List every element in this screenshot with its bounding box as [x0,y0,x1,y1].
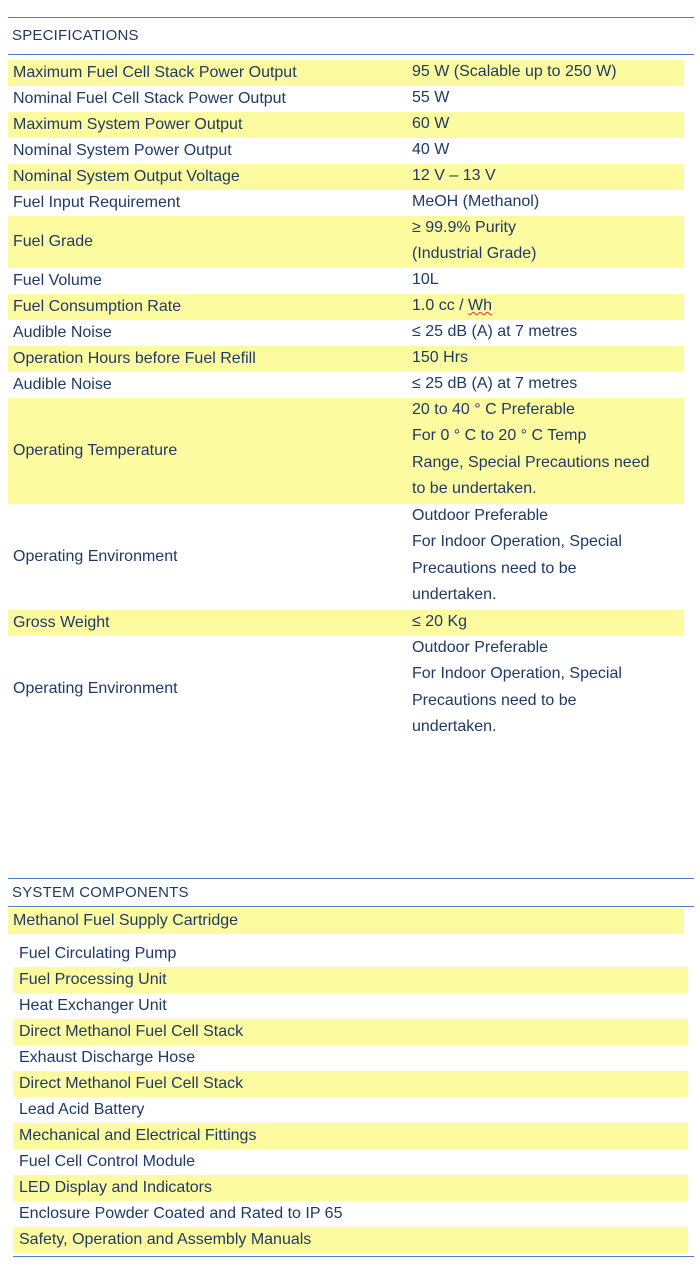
spec-label: Operating Temperature [13,442,178,459]
spec-row [8,190,684,216]
spec-value-line: 55 W [412,89,450,106]
component-label: Lead Acid Battery [19,1101,145,1118]
spec-value-line: ≤ 25 dB (A) at 7 metres [412,375,578,392]
spec-label: Operating Environment [13,680,178,697]
spec-value [412,267,439,293]
spec-value-line: Precautions need to be [412,559,577,577]
spec-label: Audible Noise [13,376,112,393]
spec-value-line: undertaken. [412,718,497,736]
spec-value [412,85,449,111]
components-heading-rule [8,906,694,907]
spec-row [8,346,684,372]
spec-value-line: MeOH (Methanol) [412,193,540,210]
components-top-rule [8,878,694,879]
spec-value-line: Precautions need to be [412,691,577,709]
spec-top-rule [8,17,694,18]
spec-value-line: 12 V – 13 V [412,167,496,184]
spec-row [8,398,684,504]
component-row [13,1175,688,1201]
component-label: LED Display and Indicators [19,1179,212,1196]
spec-value-line: For 0 ° C to 20 ° C Temp [412,427,587,445]
spec-value [412,137,449,163]
component-row [13,1019,688,1045]
components-bottom-rule [13,1256,694,1257]
component-row [13,1149,688,1175]
spec-heading-rule [8,54,694,55]
spec-value-line: 20 to 40 ° C Preferable [412,401,575,418]
spec-row [8,164,684,190]
spec-label: Nominal System Output Voltage [13,168,240,185]
spec-label: Fuel Input Requirement [13,194,181,211]
spec-value-line: 40 W [412,141,450,158]
spec-label: Nominal System Power Output [13,142,232,159]
spec-value-line: undertaken. [412,586,497,604]
spec-value [412,503,622,609]
spec-value-line: Range, Special Precautions need [412,453,650,471]
spec-value-line: (Industrial Grade) [412,245,537,263]
spec-value [412,397,650,503]
spec-value-line: 1.0 cc / Wh [412,297,493,314]
component-label: Safety, Operation and Assembly Manuals [19,1231,312,1248]
spec-row [8,636,684,742]
spec-row [8,86,684,112]
component-row [13,1097,688,1123]
spec-value [412,371,577,397]
spec-value-line: For Indoor Operation, Special [412,665,622,683]
component-label: Direct Methanol Fuel Cell Stack [19,1023,244,1040]
spec-heading: SPECIFICATIONS [12,27,139,44]
spec-value [412,293,492,319]
component-label: Enclosure Powder Coated and Rated to IP 65 [19,1205,343,1222]
spec-value [412,163,496,189]
spec-row [8,610,684,636]
spec-row [8,268,684,294]
spec-value-line: Outdoor Preferable [412,507,549,524]
spec-value-line: 95 W (Scalable up to 250 W) [412,63,617,80]
spec-value [412,59,617,85]
spec-value-line: 60 W [412,115,450,132]
spec-label: Operating Environment [13,548,178,565]
spec-value-line: 150 Hrs [412,349,469,366]
spec-value [412,345,468,371]
component-label: Exhaust Discharge Hose [19,1049,196,1066]
spec-row [8,112,684,138]
component-row [13,993,688,1019]
spec-value-line: Outdoor Preferable [412,639,549,656]
spec-value [412,609,467,635]
component-row [13,1227,688,1253]
component-row [13,967,688,993]
spec-label: Nominal Fuel Cell Stack Power Output [13,90,286,107]
spec-value-line: ≤ 25 dB (A) at 7 metres [412,323,578,340]
component-label: Mechanical and Electrical Fittings [19,1127,257,1144]
spec-value [412,635,622,741]
spec-row [8,216,684,268]
spec-value [412,215,537,268]
component-row [13,1123,688,1149]
spec-label: Fuel Grade [13,233,94,250]
spec-label: Maximum System Power Output [13,116,243,133]
spec-value [412,111,449,137]
spec-value-line: ≥ 99.9% Purity [412,219,516,236]
spellcheck-word: Wh [468,297,493,314]
spec-label: Operation Hours before Fuel Refill [13,350,256,367]
spec-value-line: 10L [412,271,439,288]
components-heading: SYSTEM COMPONENTS [12,884,189,901]
spec-label: Maximum Fuel Cell Stack Power Output [13,64,297,81]
spec-row [8,504,684,610]
spec-label: Audible Noise [13,324,112,341]
spec-row [8,60,684,86]
component-row [13,1201,688,1227]
components-title-label: Methanol Fuel Supply Cartridge [13,912,239,929]
spec-row [8,138,684,164]
components-title-row [8,908,684,934]
component-row [13,1071,688,1097]
spec-label: Gross Weight [13,614,110,631]
component-label: Heat Exchanger Unit [19,997,167,1014]
spec-value [412,319,577,345]
component-label: Fuel Processing Unit [19,971,167,988]
spec-label: Fuel Volume [13,272,102,289]
spec-value-line: For Indoor Operation, Special [412,533,622,551]
spec-value-line: ≤ 20 Kg [412,613,468,630]
spec-label: Fuel Consumption Rate [13,298,182,315]
spec-row [8,294,684,320]
component-label: Fuel Circulating Pump [19,945,177,962]
spec-value-line: to be undertaken. [412,480,537,498]
component-row [13,941,688,967]
component-label: Fuel Cell Control Module [19,1153,196,1170]
spec-row [8,320,684,346]
spec-row [8,372,684,398]
component-row [13,1045,688,1071]
spec-value [412,189,539,215]
component-label: Direct Methanol Fuel Cell Stack [19,1075,244,1092]
